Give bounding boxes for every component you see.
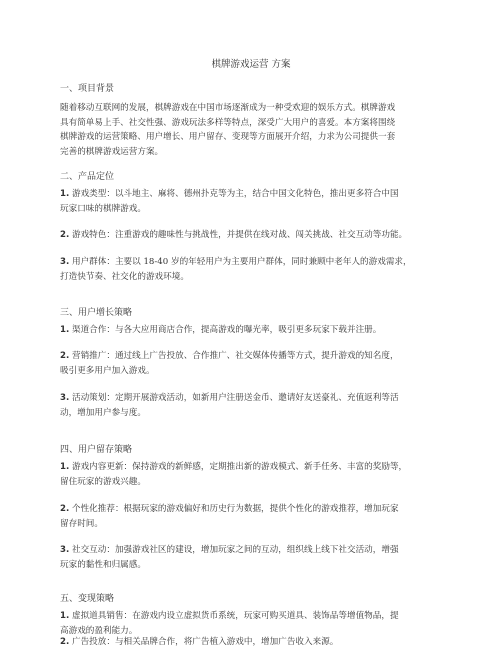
section-heading: 三、用户增长策略	[60, 308, 133, 318]
item-number: 2.	[60, 230, 70, 240]
paragraph-line: 动，增加用户参与度。	[60, 407, 146, 418]
paragraph-line: 游戏特色：注重游戏的趣味性与挑战性，并提供在线对战、闯关挑战、社交互动等功能。	[69, 230, 408, 240]
item-number: 2.	[60, 504, 70, 514]
list-item	[60, 543, 460, 572]
item-number: 3.	[60, 257, 70, 267]
paragraph-line: 吸引更多用户加入游戏。	[60, 365, 155, 376]
paragraph-line: 随着移动互联网的发展，棋牌游戏在中国市场逐渐成为一种受欢迎的娱乐方式。棋牌游戏	[60, 103, 396, 113]
item-number: 1.	[60, 611, 70, 621]
paragraph-line: 活动策划：定期开展游戏活动，如新用户注册送金币、邀请好友送豪礼、充值返利等活	[69, 393, 399, 403]
paragraph-line: 个性化推荐：根据玩家的游戏偏好和历史行为数据，提供个性化的游戏推荐，增加玩家	[69, 504, 399, 514]
list-item	[60, 228, 460, 243]
section-heading: 二、产品定位	[60, 172, 115, 182]
list-item	[60, 187, 460, 216]
paragraph-line: 玩家的黏性和归属感。	[60, 559, 146, 570]
paragraph-line: 游戏类型：以斗地主、麻将、德州扑克等为主，结合中国文化特色，推出更多符合中国	[69, 189, 399, 199]
item-number: 2.	[60, 637, 70, 647]
paragraph-line: 留住玩家的游戏兴趣。	[60, 476, 146, 487]
item-number: 2.	[60, 351, 70, 361]
paragraph-line: 用户群体：主要以 18-40 岁的年轻用户为主要用户群体，同时兼顾中老年人的游戏需求，	[69, 257, 412, 267]
item-number: 1.	[60, 325, 70, 335]
paragraph-line: 高游戏的盈利能力。	[60, 625, 138, 636]
paragraph-line: 具有简单易上手、社交性强、游戏玩法多样等特点，深受广大用户的喜爱。本方案将围绕	[60, 117, 396, 128]
document-title: 棋牌游戏运营 方案	[211, 59, 291, 70]
item-number: 1.	[60, 189, 70, 199]
list-item	[60, 460, 460, 489]
paragraph-line: 玩家口味的棋牌游戏。	[60, 203, 146, 214]
paragraph-line: 游戏内容更新：保持游戏的新鲜感，定期推出新的游戏模式、新手任务、丰富的奖励等，	[69, 462, 408, 472]
item-number: 1.	[60, 462, 70, 472]
paragraph	[60, 101, 460, 159]
section-heading: 五、变现策略	[60, 594, 115, 604]
list-item	[60, 502, 460, 531]
list-item	[60, 609, 460, 638]
paragraph-line: 棋牌游戏的运营策略、用户增长、用户留存、变现等方面展开介绍，力求为公司提供一套	[60, 132, 396, 142]
item-number: 3.	[60, 393, 70, 403]
paragraph-line: 渠道合作：与各大应用商店合作，提高游戏的曝光率，吸引更多玩家下载并注册。	[69, 325, 382, 335]
paragraph-line: 虚拟道具销售：在游戏内设立虚拟货币系统，玩家可购买道具、装饰品等增值物品，提	[69, 611, 399, 621]
list-item	[60, 323, 460, 338]
list-item	[60, 349, 460, 378]
paragraph-line: 广告投放：与相关品牌合作，将广告植入游戏中，增加广告收入来源。	[69, 637, 339, 647]
section-heading: 四、用户留存策略	[60, 445, 133, 455]
section-heading: 一、项目背景	[60, 84, 115, 94]
paragraph-line: 营销推广：通过线上广告投放、合作推广、社交媒体传播等方式，提升游戏的知名度，	[69, 351, 399, 361]
list-item	[60, 255, 460, 284]
paragraph-line: 社交互动：加强游戏社区的建设，增加玩家之间的互动，组织线上线下社交活动，增强	[69, 545, 399, 555]
paragraph-line: 打造快节奏、社交化的游戏环境。	[60, 271, 189, 282]
list-item	[60, 391, 460, 420]
list-item	[60, 635, 460, 650]
paragraph-line: 留存时间。	[60, 518, 103, 529]
paragraph-line: 完善的棋牌游戏运营方案。	[60, 146, 164, 157]
item-number: 3.	[60, 545, 70, 555]
